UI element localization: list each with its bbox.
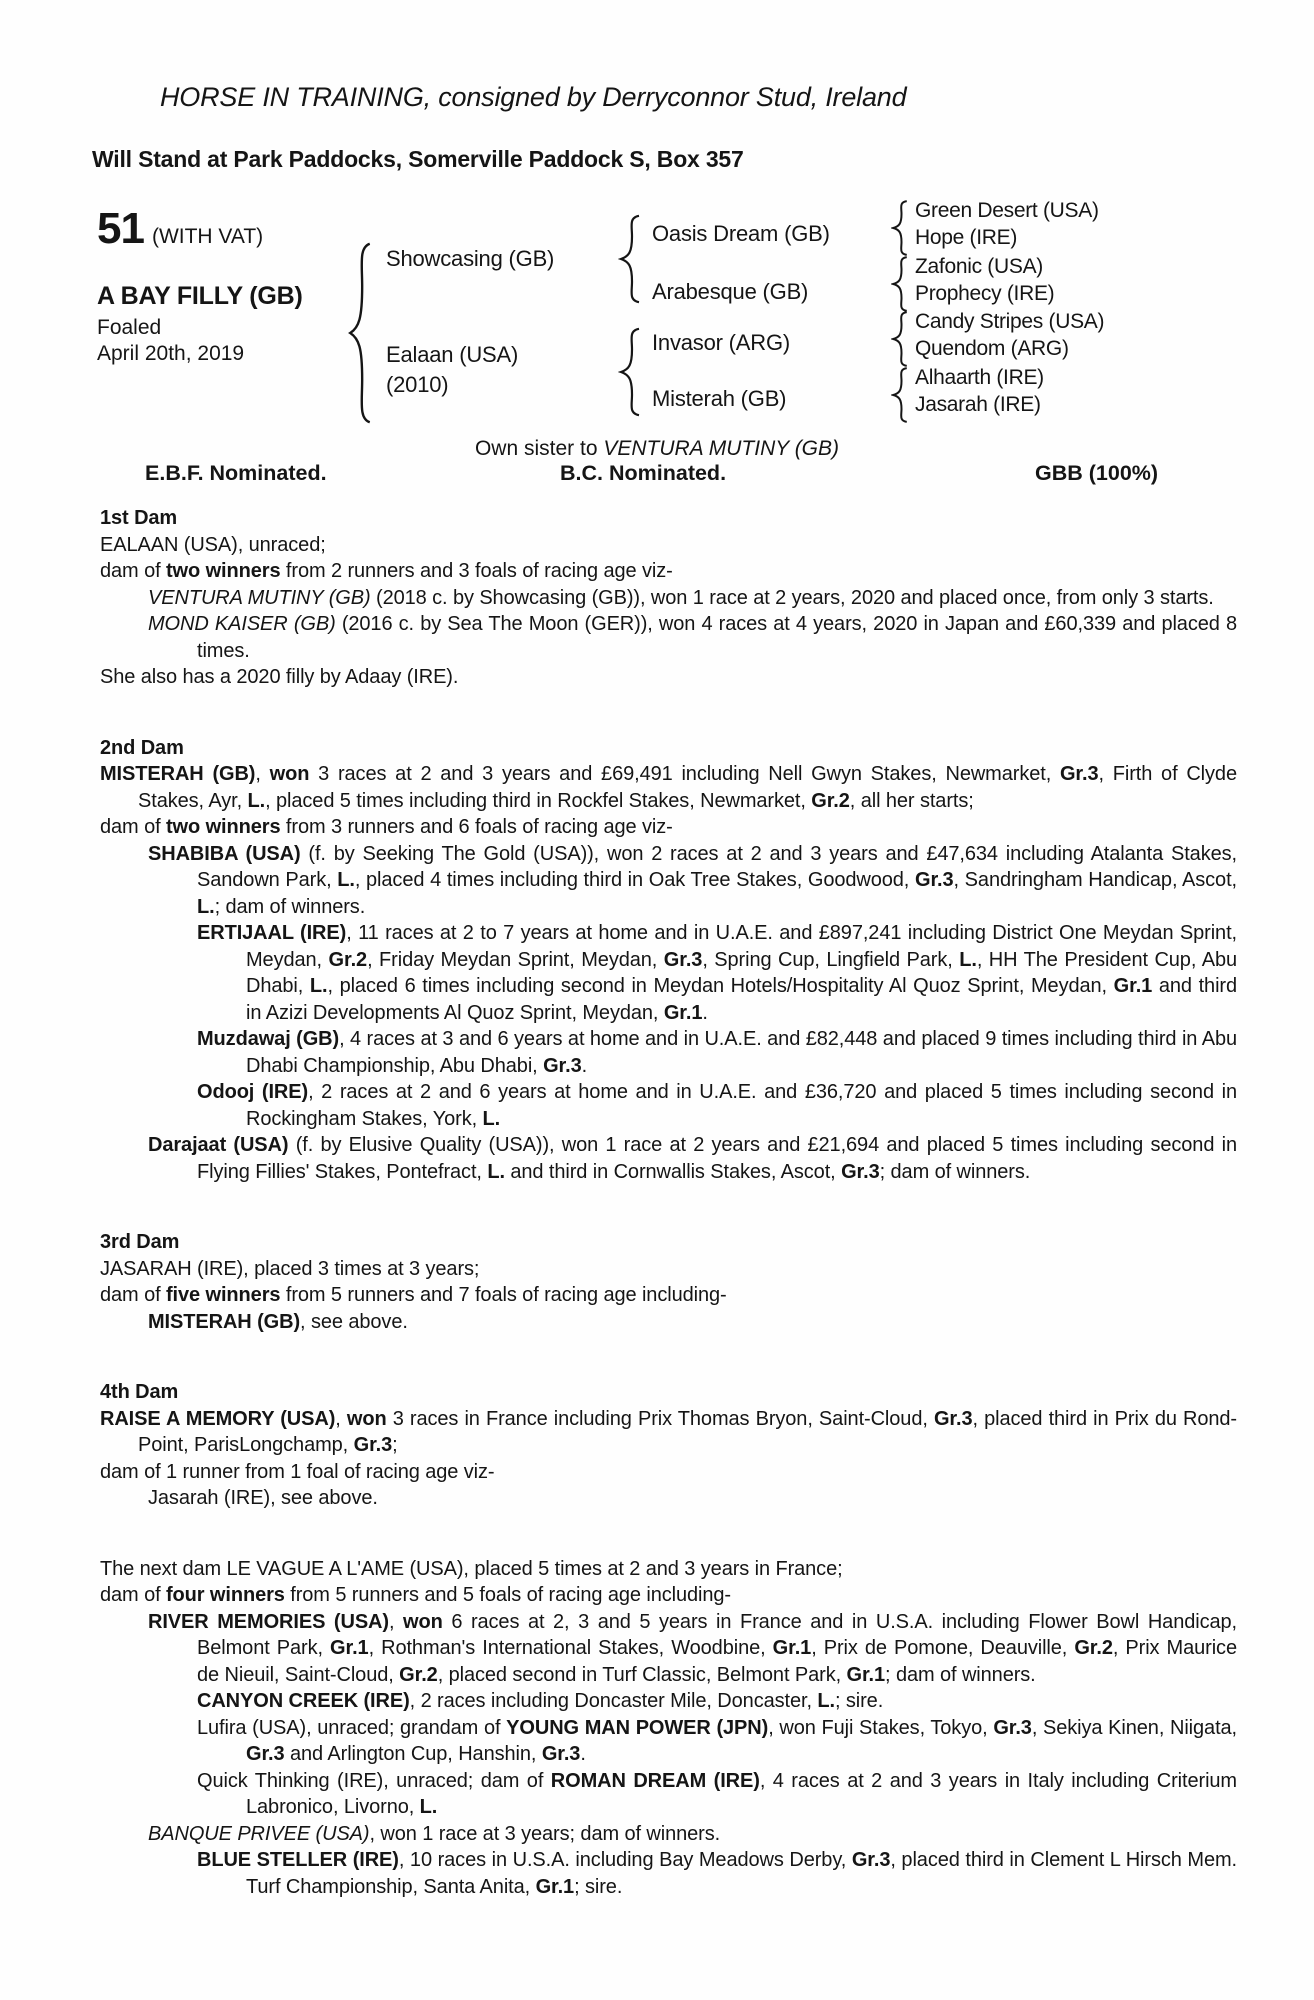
- stand-location-line: Will Stand at Park Paddocks, Somerville Paddock S, Box 357: [92, 146, 744, 172]
- text-run: dam of: [100, 1284, 166, 1306]
- pedigree-paragraph: [100, 1282, 1237, 1309]
- text-run: from 5 runners and 5 foals of racing age including-: [284, 1584, 731, 1606]
- text-run: ,: [335, 1407, 347, 1430]
- pedigree-paragraph: [100, 532, 1237, 559]
- text-run: , Rothman's International Stakes, Woodbine,: [368, 1637, 773, 1659]
- ggp-name: Alhaarth (IRE): [915, 366, 1044, 389]
- pedigree-paragraph: [100, 664, 1237, 691]
- text-run: ; dam of winners.: [885, 1663, 1036, 1686]
- pedigree-paragraph: [100, 1556, 1237, 1583]
- bc-nomination: B.C. Nominated.: [560, 461, 727, 485]
- own-sister-name: VENTURA MUTINY (GB): [603, 437, 840, 460]
- text-run: ERTIJAAL (IRE): [197, 922, 347, 944]
- pedigree-paragraph: [100, 1256, 1237, 1283]
- pedigree-brace-pair4: [891, 367, 909, 423]
- vat-note: (WITH VAT): [151, 225, 264, 248]
- text-run: SHABIBA (USA): [148, 842, 301, 865]
- pedigree-paragraph: [100, 1715, 1237, 1768]
- text-run: , Firth of Clyde Stakes, Ayr,: [138, 763, 1237, 812]
- text-run: ;: [392, 1434, 398, 1456]
- pedigree-brace-pair2: [891, 256, 909, 312]
- text-run: from 2 runners and 3 foals of racing age viz-: [280, 560, 673, 582]
- pedigree-paragraph: [100, 761, 1237, 814]
- text-run: won: [403, 1610, 443, 1633]
- foaled-label: Foaled: [97, 316, 162, 339]
- foaled-date: April 20th, 2019: [97, 342, 245, 365]
- dam-section-heading: 3rd Dam: [100, 1231, 180, 1253]
- dam-dam-name: Misterah (GB): [652, 386, 787, 411]
- text-run: (2016 c. by Sea The Moon (GER)), won 4 races at 4 years, 2020 in Japan and £60,339 and placed 8 times.: [197, 613, 1237, 662]
- ggp-name: Hope (IRE): [915, 226, 1018, 249]
- text-run: L.: [309, 975, 328, 997]
- text-run: Gr.1: [535, 1875, 575, 1898]
- text-run: Darajaat (USA): [148, 1134, 289, 1156]
- text-run: BANQUE PRIVEE (USA): [148, 1822, 370, 1845]
- text-run: , HH The President Cup, Abu Dhabi,: [246, 948, 1237, 997]
- text-run: (2018 c. by Showcasing (GB)), won 1 race at 2 years, 2020 and placed once, from only 3 starts.: [370, 586, 1214, 609]
- text-run: two winners: [166, 560, 281, 582]
- pedigree-paragraph: [100, 814, 1237, 841]
- text-run: , Sandringham Handicap, Ascot,: [953, 869, 1237, 891]
- text-run: Jasarah (IRE), see above.: [148, 1487, 378, 1509]
- text-run: Gr.1: [1113, 975, 1153, 997]
- text-run: , placed 5 times including third in Rockfel Stakes, Newmarket,: [265, 789, 812, 812]
- text-run: Odooj (IRE): [197, 1081, 309, 1103]
- text-run: , 10 races in U.S.A. including Bay Meadows Derby,: [398, 1849, 852, 1871]
- text-run: L.: [197, 895, 215, 918]
- pedigree-paragraph: [100, 1821, 1237, 1848]
- text-run: , see above.: [300, 1310, 408, 1333]
- text-run: VENTURA MUTINY (GB): [148, 586, 371, 609]
- text-run: and Arlington Cup, Hanshin,: [284, 1743, 542, 1765]
- gbb-note: GBB (100%): [1035, 461, 1159, 485]
- text-run: Gr.2: [399, 1663, 438, 1686]
- text-run: , placed 6 times including second in Meydan Hotels/Hospitality Al Quoz Sprint, Meydan,: [327, 975, 1114, 997]
- lot-row: [97, 204, 263, 254]
- pedigree-paragraph: [100, 841, 1237, 921]
- text-run: , Friday Meydan Sprint, Meydan,: [367, 948, 664, 971]
- text-run: Gr.1: [663, 1001, 703, 1024]
- text-run: five winners: [166, 1284, 281, 1306]
- text-run: (f. by Elusive Quality (USA)), won 1 race at 2 years and £21,694 and placed 5 times including second in Flying Fillies' Stakes, Pontefract,: [197, 1134, 1237, 1183]
- text-run: Gr.3: [841, 1160, 880, 1183]
- horse-name: A BAY FILLY (GB): [97, 282, 303, 310]
- pedigree-paragraph: [100, 1459, 1237, 1486]
- text-run: L.: [247, 789, 266, 812]
- pedigree-paragraph: [100, 611, 1237, 664]
- lot-number: 51: [97, 204, 144, 253]
- text-run: dam of: [100, 560, 166, 582]
- text-run: ; dam of winners.: [879, 1160, 1031, 1183]
- text-run: L.: [487, 1160, 505, 1183]
- text-run: , 11 races at 2 to 7 years at home and in U.A.E. and £897,241 including District One Meydan Sprint, Meydan,: [246, 922, 1237, 971]
- text-run: 3 races at 2 and 3 years and £69,491 including Nell Gwyn Stakes, Newmarket,: [309, 763, 1060, 785]
- text-run: Gr.1: [846, 1663, 886, 1686]
- text-run: ; dam of winners.: [214, 895, 366, 918]
- text-run: .: [580, 1743, 586, 1765]
- text-run: Gr.3: [933, 1407, 973, 1430]
- text-run: , 4 races at 3 and 6 years at home and in U.A.E. and £82,448 and placed 9 times including third in Abu Dhabi Championship, Abu Dhabi,: [246, 1028, 1237, 1077]
- text-run: The next dam LE VAGUE A L'AME (USA), placed 5 times at 2 and 3 years in France;: [100, 1557, 843, 1580]
- text-run: , won 1 race at 3 years; dam of winners.: [369, 1822, 721, 1845]
- pedigree-paragraph: [100, 1132, 1237, 1185]
- pedigree-paragraph: [100, 920, 1237, 1026]
- sire-dam-name: Arabesque (GB): [652, 279, 809, 304]
- text-run: Lufira (USA), unraced; grandam of: [197, 1716, 507, 1739]
- text-run: (f. by Seeking The Gold (USA)), won 2 races at 2 and 3 years and £47,634 including Atalanta Stakes, Sandown Park,: [197, 842, 1237, 891]
- ggp-name: Quendom (ARG): [915, 337, 1069, 360]
- text-run: MISTERAH (GB): [148, 1310, 301, 1333]
- text-run: Quick Thinking (IRE), unraced; dam of: [197, 1769, 551, 1792]
- text-run: L.: [959, 948, 977, 971]
- text-run: ; sire.: [574, 1875, 623, 1898]
- pedigree-paragraph: [100, 1485, 1237, 1512]
- text-run: Gr.1: [330, 1637, 369, 1659]
- text-run: dam of: [100, 816, 166, 838]
- ggp-name: Zafonic (USA): [915, 255, 1043, 278]
- text-run: , placed 4 times including third in Oak Tree Stakes, Goodwood,: [354, 869, 915, 891]
- pedigree-paragraph: [100, 585, 1237, 612]
- pedigree-paragraph: [100, 1582, 1237, 1609]
- text-run: JASARAH (IRE), placed 3 times at 3 years;: [100, 1257, 480, 1280]
- text-run: two winners: [166, 816, 281, 838]
- text-run: ROMAN DREAM (IRE): [550, 1769, 760, 1792]
- dam-name: Ealaan (USA): [386, 342, 519, 367]
- text-run: won: [346, 1407, 387, 1430]
- text-run: BLUE STELLER (IRE): [197, 1849, 399, 1871]
- text-run: ,: [388, 1610, 404, 1633]
- text-run: L.: [482, 1107, 501, 1130]
- ggp-name: Prophecy (IRE): [915, 282, 1055, 305]
- pedigree-paragraph: [100, 1768, 1237, 1821]
- text-run: and third in Azizi Developments Al Quoz Sprint, Meydan,: [246, 975, 1237, 1024]
- text-run: Gr.3: [851, 1849, 891, 1871]
- pedigree-paragraph: [100, 1026, 1237, 1079]
- text-run: , Spring Cup, Lingfield Park,: [702, 948, 960, 971]
- text-run: She also has a 2020 filly by Adaay (IRE).: [100, 666, 459, 688]
- pedigree-paragraph: [100, 1079, 1237, 1132]
- text-run: L.: [419, 1796, 438, 1818]
- text-run: Gr.3: [1059, 763, 1099, 785]
- pedigree-brace-sire: [618, 214, 642, 304]
- text-run: Muzdawaj (GB): [197, 1028, 340, 1050]
- text-run: RIVER MEMORIES (USA): [148, 1610, 389, 1633]
- ggp-name: Jasarah (IRE): [915, 393, 1041, 416]
- ebf-nomination: E.B.F. Nominated.: [145, 461, 327, 485]
- sire-name: Showcasing (GB): [386, 246, 555, 271]
- text-run: dam of 1 runner from 1 foal of racing age viz-: [100, 1460, 495, 1483]
- page-title: HORSE IN TRAINING, consigned by Derryconnor Stud, Ireland: [160, 82, 907, 112]
- text-run: MISTERAH (GB): [100, 763, 256, 785]
- text-run: Gr.1: [772, 1637, 812, 1659]
- pedigree-paragraph: [100, 1406, 1237, 1459]
- text-run: RAISE A MEMORY (USA): [100, 1407, 336, 1430]
- text-run: Gr.3: [914, 869, 954, 891]
- text-run: , Prix Maurice de Nieuil, Saint-Cloud,: [197, 1637, 1237, 1686]
- text-run: ; sire.: [834, 1690, 884, 1712]
- pedigree-brace-pair1: [891, 200, 909, 256]
- text-run: , placed second in Turf Classic, Belmont Park,: [437, 1663, 847, 1686]
- text-run: L.: [817, 1690, 835, 1712]
- text-run: EALAAN (USA), unraced;: [100, 533, 326, 556]
- text-run: Gr.3: [541, 1743, 581, 1765]
- text-run: L.: [337, 869, 355, 891]
- text-run: Gr.2: [811, 789, 850, 812]
- text-run: Gr.3: [353, 1434, 393, 1456]
- text-run: dam of: [100, 1584, 166, 1606]
- ggp-name: Candy Stripes (USA): [915, 310, 1105, 333]
- text-run: 3 races in France including Prix Thomas Bryon, Saint-Cloud,: [386, 1407, 934, 1430]
- text-run: Gr.3: [246, 1743, 285, 1765]
- dam-section-heading: 1st Dam: [100, 507, 178, 529]
- text-run: , 2 races at 2 and 6 years at home and in U.A.E. and £36,720 and placed 5 times including second in Rockingham Stakes, York,: [246, 1081, 1237, 1130]
- pedigree-paragraph: [100, 558, 1237, 585]
- pedigree-brace-pair3: [891, 311, 909, 367]
- text-run: , 2 races including Doncaster Mile, Doncaster,: [409, 1690, 818, 1712]
- text-run: , Prix de Pomone, Deauville,: [811, 1637, 1075, 1659]
- pedigree-brace-generation1: [347, 240, 373, 426]
- pedigree-text-body: [100, 505, 1237, 1900]
- text-run: CANYON CREEK (IRE): [197, 1690, 410, 1712]
- text-run: from 3 runners and 6 foals of racing age viz-: [280, 816, 673, 838]
- dam-section-heading: 2nd Dam: [100, 736, 184, 759]
- text-run: Gr.2: [1074, 1637, 1113, 1659]
- pedigree-paragraph: [100, 1847, 1237, 1900]
- dam-sire-name: Invasor (ARG): [652, 330, 790, 355]
- text-run: from 5 runners and 7 foals of racing age including-: [280, 1284, 727, 1306]
- ggp-name: Green Desert (USA): [915, 199, 1099, 222]
- own-sister-prefix: Own sister to: [474, 437, 604, 460]
- text-run: , 4 races at 2 and 3 years in Italy including Criterium Labronico, Livorno,: [246, 1769, 1237, 1818]
- text-run: and third in Cornwallis Stakes, Ascot,: [504, 1160, 842, 1183]
- text-run: 6 races at 2, 3 and 5 years in France and in U.S.A. including Flower Bowl Handicap, Belmont Park,: [197, 1610, 1237, 1659]
- text-run: Gr.3: [993, 1716, 1032, 1739]
- text-run: , placed third in Prix du Rond-Point, ParisLongchamp,: [138, 1407, 1237, 1456]
- pedigree-brace-dam: [618, 327, 642, 417]
- text-run: MOND KAISER (GB): [148, 613, 336, 635]
- text-run: YOUNG MAN POWER (JPN): [506, 1716, 769, 1739]
- text-run: won: [269, 763, 310, 785]
- text-run: Gr.2: [328, 948, 368, 971]
- dam-section-heading: 4th Dam: [100, 1381, 179, 1403]
- text-run: ,: [255, 763, 270, 785]
- text-run: , all her starts;: [849, 789, 974, 812]
- text-run: .: [702, 1001, 708, 1024]
- text-run: Gr.3: [663, 948, 703, 971]
- text-run: , Sekiya Kinen, Niigata,: [1031, 1716, 1238, 1739]
- pedigree-paragraph: [100, 1609, 1237, 1689]
- pedigree-paragraph: [100, 1688, 1237, 1715]
- dam-year: (2010): [386, 372, 449, 397]
- text-run: Gr.3: [543, 1054, 582, 1077]
- pedigree-paragraph: [100, 1309, 1237, 1336]
- text-run: , won Fuji Stakes, Tokyo,: [768, 1716, 994, 1739]
- text-run: , placed third in Clement L Hirsch Mem. Turf Championship, Santa Anita,: [246, 1849, 1237, 1898]
- sire-sire-name: Oasis Dream (GB): [652, 221, 830, 246]
- text-run: four winners: [166, 1584, 285, 1606]
- own-sister-line: [0, 437, 1314, 461]
- text-run: .: [581, 1054, 588, 1077]
